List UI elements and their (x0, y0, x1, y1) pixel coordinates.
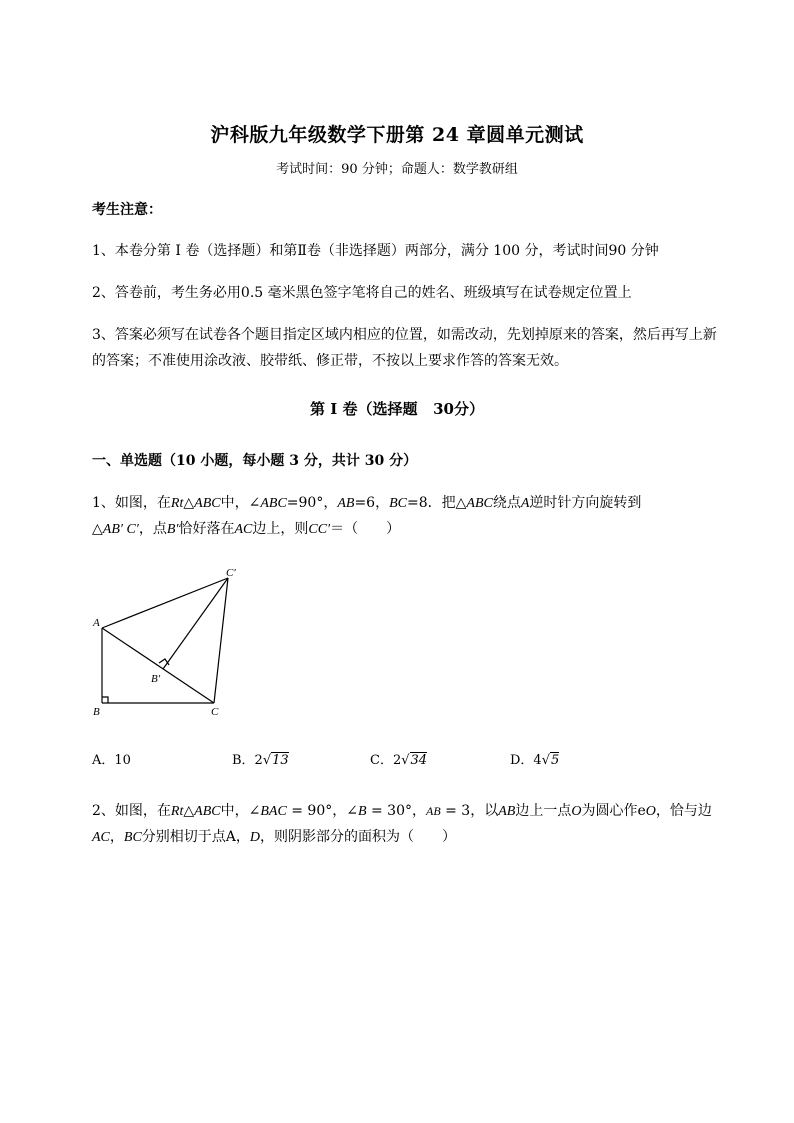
radicand: 5 (551, 753, 560, 768)
q2-text: ， (109, 829, 124, 845)
q1-text: 边上，则 (252, 521, 309, 537)
q1-text: 1、如图，在 (92, 495, 171, 511)
segment-c-prime-c (214, 578, 228, 703)
q1-var: ABC (260, 496, 287, 511)
q2-circle-symbol: e (637, 803, 646, 819)
q1-text: △ (92, 521, 103, 537)
q2-var: BC (123, 830, 142, 845)
q2-var: ABC (194, 804, 221, 819)
q2-var: BAC (260, 804, 287, 819)
notice-item-1: 1、本卷分第 I 卷（选择题）和第Ⅱ卷（非选择题）两部分，满分 100 分，考试时间90 分钟 (92, 243, 659, 259)
q2-text: ，恰与边 (655, 803, 712, 819)
radical-sign: √ (262, 753, 272, 768)
q1-text: 逆时针方向旋转到 (529, 495, 642, 511)
q1-var: AB′ C′ (102, 522, 139, 537)
q1-option-d (510, 750, 559, 772)
notice-item-2: 2、答卷前，考生务必用0.5 毫米黑色签字笔将自己的姓名、班级填写在试卷规定位置上 (92, 285, 632, 301)
q1-text: 恰好落在 (178, 521, 235, 537)
q2-text: 边上一点 (515, 803, 572, 819)
notice-heading: 考生注意： (92, 202, 162, 218)
q2-var: AC (92, 830, 110, 845)
q1-var: ABC (466, 496, 493, 511)
exam-subtitle: 考试时间：90 分钟；命题人：数学教研组 (276, 162, 518, 177)
q1-text: =90°， (286, 495, 338, 511)
q1-var: ABC (194, 496, 221, 511)
q1-var: AB (337, 496, 355, 511)
q1-option-c (370, 750, 427, 772)
q1-text: 绕点 (492, 495, 521, 511)
radical-sign: √ (401, 753, 410, 768)
notice-item-3-cont: 的答案；不准使用涂改液、胶带纸、修正带，不按以上要求作答的答案无效。 (92, 353, 568, 369)
right-angle-mark-b (102, 697, 108, 703)
label-c: C (211, 706, 219, 718)
section-title: 第 I 卷（选择题 30分） (309, 400, 484, 418)
q2-var: A (225, 829, 236, 845)
q2-text: ，则阴影部分的面积为（ ） (260, 829, 457, 845)
q1-text: =6， (354, 495, 390, 511)
label-b: B (93, 706, 100, 718)
q2-var: Rt (170, 804, 184, 819)
q1-text: ＝（ ） (330, 521, 401, 537)
question-2-line-1 (92, 798, 752, 825)
option-text: D．4 (510, 753, 542, 768)
q1-geometry-figure (88, 562, 248, 722)
q1-var: A (520, 496, 530, 511)
right-angle-mark-b-prime (159, 659, 169, 665)
option-text: C．2 (370, 753, 402, 768)
q2-text: △ (183, 803, 195, 819)
label-c-prime: C′ (226, 567, 236, 579)
segment-ac-prime (102, 578, 228, 628)
radical-sign: √ (541, 753, 550, 768)
exam-title: 沪科版九年级数学下册第 24 章圆单元测试 (210, 124, 584, 146)
segment-c-prime-b-prime (163, 578, 228, 669)
q2-text: ， (235, 829, 250, 845)
q1-var: BC (389, 496, 407, 511)
label-a: A (93, 617, 100, 629)
question-1-line-1 (92, 490, 752, 517)
notice-item-3: 3、答案必须写在试卷各个题目指定区域内相应的位置，如需改动，先划掉原来的答案，然后再写上新 (92, 327, 717, 343)
q2-var: AB (426, 804, 441, 818)
q1-text: ，点 (138, 521, 167, 537)
part-heading: 一、单选题（10 小题，每小题 3 分，共计 30 分） (92, 453, 418, 469)
radicand: 34 (410, 753, 428, 768)
option-text: B．2 (232, 753, 263, 768)
q2-var: D (249, 830, 261, 845)
q2-text: = 30°， (366, 803, 426, 819)
q1-var: Rt (170, 496, 184, 511)
label-b-prime: B′ (151, 673, 161, 685)
q2-var: O (571, 804, 582, 819)
q1-text: 中，∠ (220, 495, 261, 511)
q1-var: AC (234, 522, 253, 537)
q2-text: 为圆心作 (581, 803, 638, 819)
q2-text: 中，∠ (220, 803, 261, 819)
q2-var: O (645, 804, 656, 819)
q1-option-a: A．10 (92, 753, 131, 768)
q2-var: AB (498, 804, 516, 819)
q1-var: CC′ (308, 522, 331, 537)
q1-option-b (232, 750, 289, 772)
q2-text: 2、如图，在 (92, 803, 171, 819)
q1-var: B′ (166, 522, 179, 537)
q1-text: =8．把△ (406, 495, 467, 511)
q2-text: = 3，以 (440, 803, 499, 819)
question-2-line-2 (92, 824, 752, 851)
q2-var: B (357, 804, 367, 819)
q2-text: = 90°，∠ (286, 803, 358, 819)
segment-ac (102, 628, 214, 703)
question-1-line-2 (92, 516, 752, 543)
radicand: 13 (272, 753, 289, 768)
q1-text: △ (183, 495, 195, 511)
q2-text: 分别相切于点 (141, 829, 226, 845)
